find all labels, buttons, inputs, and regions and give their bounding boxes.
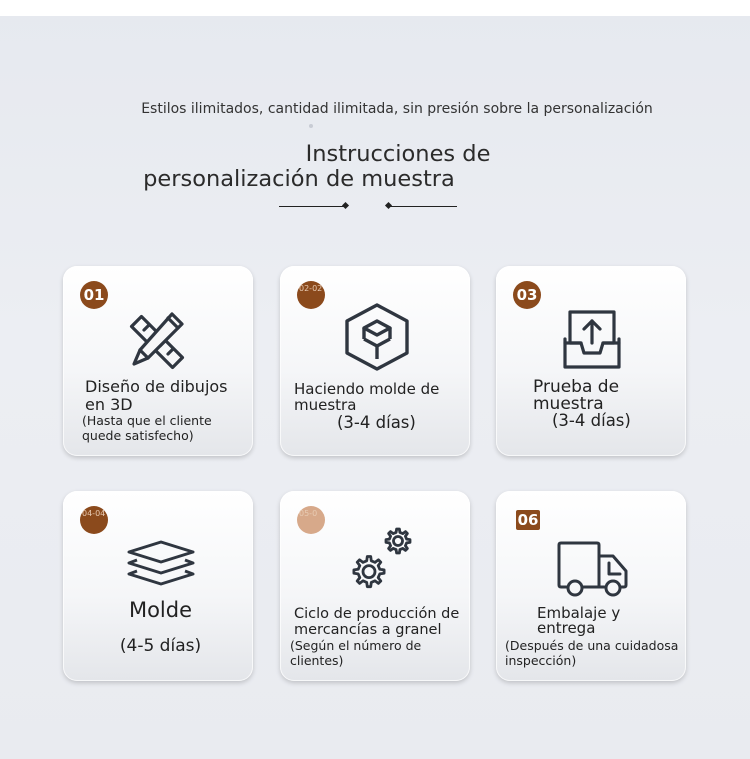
gears-icon <box>340 525 420 597</box>
step-card-1 <box>63 266 253 456</box>
step-detail: (Hasta que el cliente quede satisfecho) <box>82 413 212 443</box>
step-title: Haciendo molde de muestra <box>294 380 440 414</box>
step-number-badge: 05-0 <box>297 506 325 534</box>
step-detail: (3-4 días) <box>552 411 631 430</box>
step-detail: (4-5 días) <box>119 636 202 656</box>
step-number-badge: 04-04 <box>80 506 108 534</box>
tagline-dot <box>309 124 313 128</box>
page-title <box>0 142 750 192</box>
truck-icon <box>557 541 629 599</box>
step-detail: (Después de una cuidadosa inspección) <box>505 638 679 668</box>
page-title-line1: Instrucciones de <box>305 141 491 167</box>
step-card-3 <box>496 266 686 456</box>
layers-icon <box>126 539 196 593</box>
title-divider-right <box>389 206 457 207</box>
step-number-badge: 06 <box>517 511 539 529</box>
step-title: Diseño de dibujos en 3D <box>85 377 228 414</box>
box-icon <box>344 302 410 372</box>
tagline: Estilos ilimitados, cantidad ilimitada, sin presión sobre la personalización <box>141 101 653 117</box>
step-number-badge: 02-02 <box>297 281 325 309</box>
step-card-5 <box>280 491 470 681</box>
title-divider-left-diamond <box>342 202 349 209</box>
step-number-badge: 03 <box>513 281 541 309</box>
step-title: Prueba de muestra <box>533 377 620 414</box>
step-detail: (3-4 días) <box>337 413 416 432</box>
pencil-ruler-icon <box>126 310 192 372</box>
step-number-badge: 01 <box>80 281 108 309</box>
step-card-6 <box>496 491 686 681</box>
step-card-2 <box>280 266 470 456</box>
step-card-4 <box>63 491 253 681</box>
step-title: Embalaje y entrega <box>537 604 621 637</box>
step-title: Ciclo de producción de mercancías a granel <box>294 606 460 638</box>
page-title-line2: personalización de muestra <box>143 166 455 192</box>
step-title: Molde <box>128 598 193 622</box>
top-bar <box>0 0 750 16</box>
title-divider-left <box>279 206 346 207</box>
step-detail: (Según el número de clientes) <box>290 638 422 668</box>
tray-upload-icon <box>562 309 622 369</box>
